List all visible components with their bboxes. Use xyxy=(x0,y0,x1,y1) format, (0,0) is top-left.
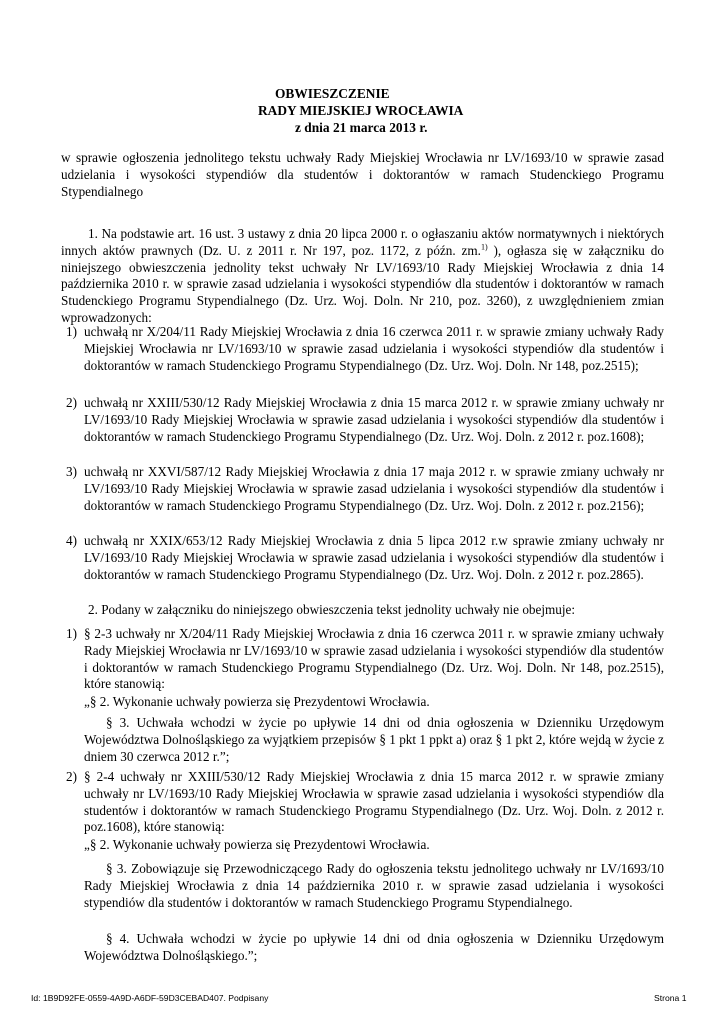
amendment-text: uchwałą nr X/204/11 Rady Miejskiej Wrocławia z dnia 16 czerwca 2011 r. w sprawie zmiany uchwały Rady Miejskiej Wrocławia nr LV/1693/10 w sprawie zasad udzielania i wysokości stypendiów dla studentów i doktorantów w ramach Studenckiego Programu Stypendialnego (Dz. Urz. Woj. Doln. Nr 148, poz.2515); xyxy=(84,324,664,373)
title-line-2: RADY MIEJSKIEJ WROCŁAWIA xyxy=(258,103,464,118)
title-line-1: OBWIESZCZENIE xyxy=(275,86,390,101)
page-number: Strona 1 xyxy=(654,993,687,1003)
list-number: 3) xyxy=(66,464,77,479)
exclusion-item xyxy=(66,626,664,693)
list-number: 1) xyxy=(66,324,77,339)
amendment-item xyxy=(66,533,664,583)
document-id: Id: 1B9D92FE-0559-4A9D-A6DF-59D3CEBAD407. Podpisany xyxy=(31,993,269,1003)
paragraph-1-text: 1. Na podstawie art. 16 ust. 3 ustawy z dnia 20 lipca 2000 r. o ogłaszaniu aktów normatywnych i niektórych innych aktów prawnych (Dz. U. z 2011 r. Nr 197, poz. 1172, z późn. zm. xyxy=(61,226,664,258)
amendment-text: uchwałą nr XXIX/653/12 Rady Miejskiej Wrocławia z dnia 5 lipca 2012 r.w sprawie zmiany uchwały nr LV/1693/10 Rady Miejskiej Wrocławia w sprawie zasad udzielania i wysokości stypendiów dla studentów i doktorantów w ramach Studenckiego Programu Stypendialnego (Dz. Urz. Woj. Doln. z 2012 r. poz.2865). xyxy=(84,533,664,582)
list-number: 2) xyxy=(66,395,77,410)
title-date: z dnia 21 marca 2013 r. xyxy=(295,120,428,135)
amendment-text: uchwałą nr XXVI/587/12 Rady Miejskiej Wrocławia z dnia 17 maja 2012 r. w sprawie zmiany uchwały nr LV/1693/10 Rady Miejskiej Wrocławia w sprawie zasad udzielania i wysokości stypendiów dla studentów i doktorantów w ramach Studenckiego Programu Stypendialnego (Dz. Urz. Woj. Doln. z 2012 r. poz.2156); xyxy=(84,464,664,513)
exclusion-text: § 2-3 uchwały nr X/204/11 Rady Miejskiej Wrocławia z dnia 16 czerwca 2011 r. w sprawie zmiany uchwały Rady Miejskiej Wrocławia nr LV/1693/10 w sprawie zasad udzielania i wysokości stypendiów dla studentów i doktorantów w ramach Studenckiego Programu Stypendialnego (Dz. Urz. Woj. Doln. Nr 148, poz.2515), które stanowią: xyxy=(84,626,664,692)
footnote-ref[interactable]: 1) xyxy=(480,242,488,252)
quoted-provision: „§ 2. Wykonanie uchwały powierza się Prezydentowi Wrocławia. xyxy=(84,694,430,709)
subject-line: w sprawie ogłoszenia jednolitego tekstu uchwały Rady Miejskiej Wrocławia nr LV/1693/10 w sprawie zasad udzielania i wysokości stypendiów dla studentów i doktorantów w ramach Studenckiego Programu Stypendialnego xyxy=(61,150,664,199)
quoted-provision: „§ 2. Wykonanie uchwały powierza się Prezydentowi Wrocławia. xyxy=(84,837,430,852)
list-number: 2) xyxy=(66,769,77,784)
list-number: 1) xyxy=(66,626,77,641)
quoted-provision: § 3. Zobowiązuje się Przewodniczącego Rady do ogłoszenia tekstu jednolitego uchwały nr LV/1693/10 Rady Miejskiej Wrocławia z dnia 14 października 2010 r. w sprawie zasad udzielania i wysokości stypendiów dla studentów i doktorantów w ramach Studenckiego Programu Stypendialnego. xyxy=(84,861,664,910)
exclusion-item xyxy=(66,769,664,836)
quoted-provision: § 3. Uchwała wchodzi w życie po upływie 14 dni od dnia ogłoszenia w Dzienniku Urzędowym Województwa Dolnośląskiego za wyjątkiem przepisów § 1 pkt 1 ppkt a) oraz § 1 pkt 2, które wejdą w życie z dniem 30 czerwca 2012 r.”; xyxy=(84,715,664,764)
amendment-text: uchwałą nr XXIII/530/12 Rady Miejskiej Wrocławia z dnia 15 marca 2012 r. w sprawie zmiany uchwały nr LV/1693/10 Rady Miejskiej Wrocławia w sprawie zasad udzielania i wysokości stypendiów dla studentów i doktorantów w ramach Studenckiego Programu Stypendialnego (Dz. Urz. Woj. Doln. z 2012 r. poz.1608); xyxy=(84,395,664,444)
exclusion-text: § 2-4 uchwały nr XXIII/530/12 Rady Miejskiej Wrocławia z dnia 15 marca 2012 r. w sprawie zmiany uchwały nr LV/1693/10 Rady Miejskiej Wrocławia w sprawie zasad udzielania i wysokości stypendiów dla studentów i doktorantów w ramach Studenckiego Programu Stypendialnego (Dz. Urz. Woj. Doln. z 2012 r. poz.1608), które stanowią: xyxy=(84,769,664,835)
amendment-item xyxy=(66,324,664,374)
paragraph-2: 2. Podany w załączniku do niniejszego obwieszczenia tekst jednolity uchwały nie obejmuje: xyxy=(88,602,576,617)
amendment-item xyxy=(66,395,664,445)
paragraph-1-text-cont: ), ogłasza się w załączniku do niniejszego obwieszczenia jednolity tekst uchwały Nr LV/1693/10 Rady Miejskiej Wrocławia z dnia 14 października 2010 r. w sprawie zasad udzielania i wysokości stypendiów dla studentów i doktorantów w ramach Studenckiego Programu Stypendialnego (Dz. Urz. Woj. Doln. Nr 210, poz. 3260), z uwzględnieniem zmian wprowadzonych: xyxy=(61,242,664,325)
paragraph-1 xyxy=(61,226,664,327)
list-number: 4) xyxy=(66,533,77,548)
amendment-item xyxy=(66,464,664,514)
quoted-provision: § 4. Uchwała wchodzi w życie po upływie 14 dni od dnia ogłoszenia w Dzienniku Urzędowym Województwa Dolnośląskiego.”; xyxy=(84,931,664,963)
